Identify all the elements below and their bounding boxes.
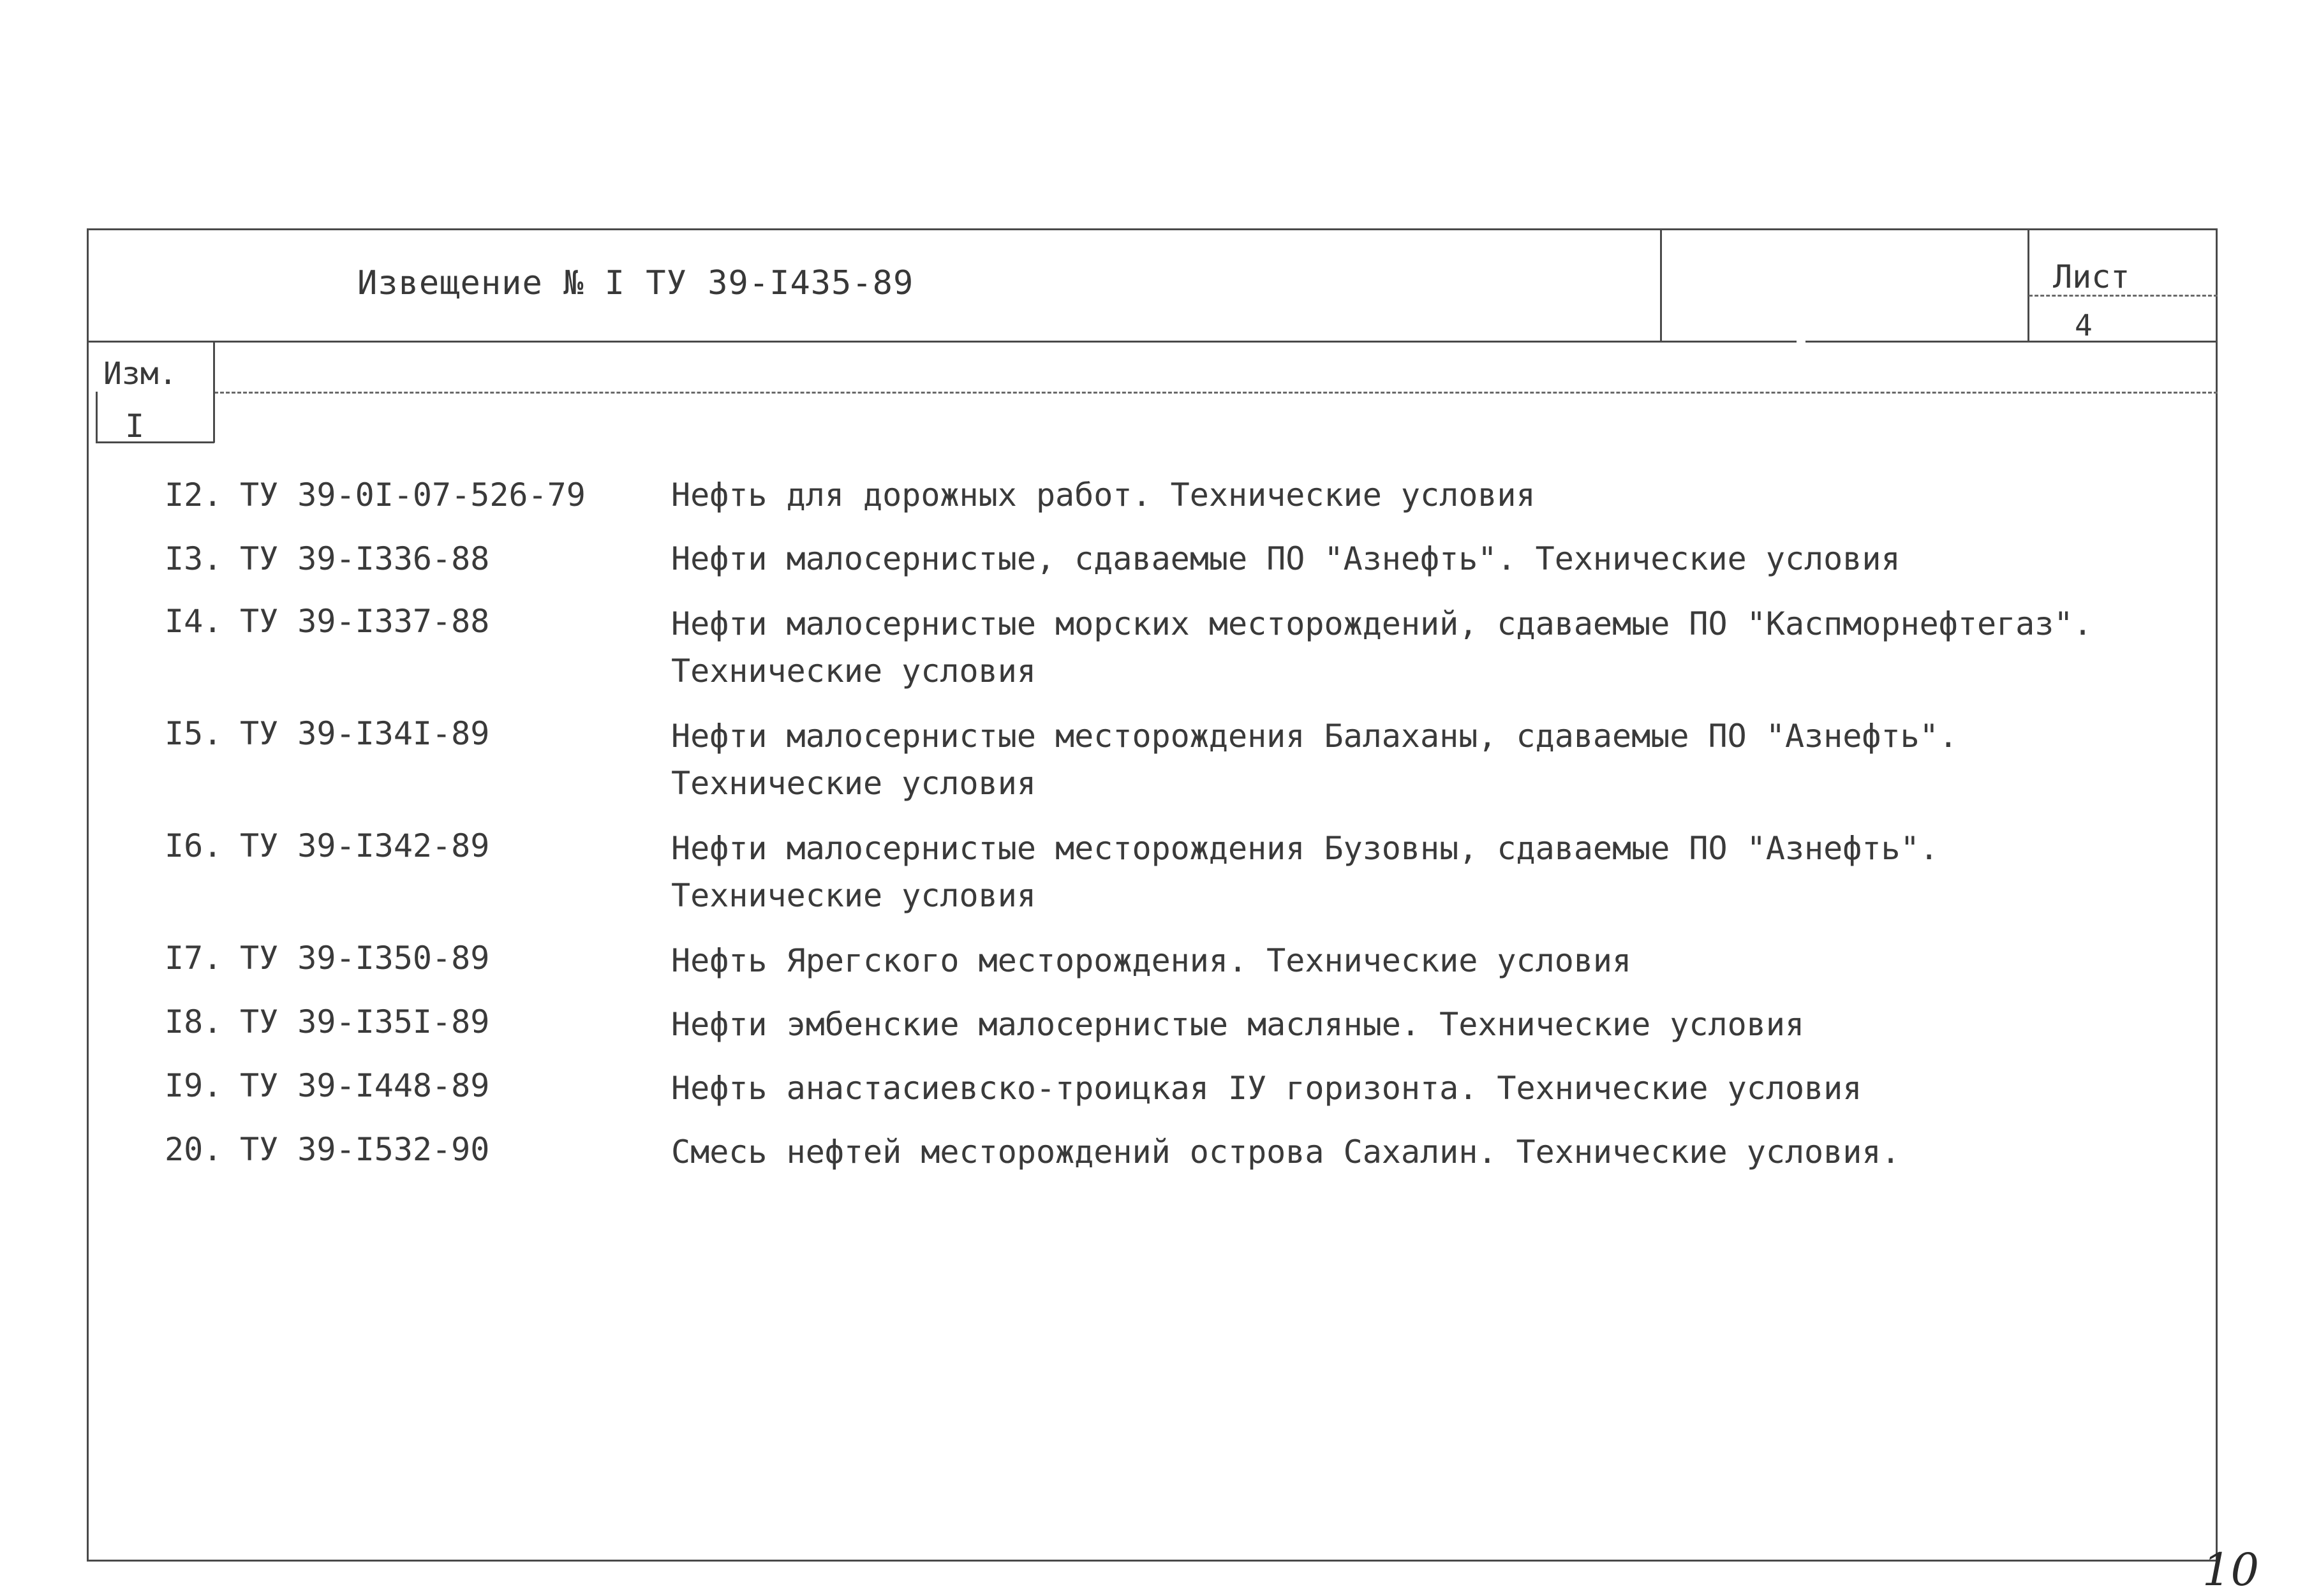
notice-title: Извещение № I ТУ 39-I435-89 [357,264,914,302]
item-title-continued: Технические условия [671,877,1036,914]
item-title-continued: Технические условия [671,653,1036,690]
item-number: 20. [165,1131,223,1168]
sheet-label: Лист [2053,258,2130,295]
item-title: Нефти малосернистые месторождения Бузовны, сдаваемые ПО "Азнефть". [671,830,1939,867]
item-code: ТУ 39-I448-89 [240,1067,490,1104]
item-number: I2. [165,477,223,514]
item-number: I4. [165,603,223,640]
item-number: I5. [165,715,223,752]
item-code: ТУ 39-I337-88 [240,603,490,640]
item-number: I3. [165,540,223,577]
item-title: Нефти малосернистые, сдаваемые ПО "Азнефть". Технические условия [671,540,1901,577]
item-title: Смесь нефтей месторождений острова Сахалин. Технические условия. [671,1134,1901,1171]
item-number: I7. [165,940,223,977]
revision-label: Изм. [103,356,177,392]
item-code: ТУ 39-I35I-89 [240,1003,490,1040]
item-title: Нефть Ярегского месторождения. Технические условия [671,942,1632,979]
item-code: ТУ 39-0I-07-526-79 [240,477,586,514]
item-title: Нефть для дорожных работ. Технические условия [671,477,1536,514]
item-code: ТУ 39-I532-90 [240,1131,490,1168]
item-number: I6. [165,827,223,864]
item-number: I9. [165,1067,223,1104]
sheet-number: 4 [2075,308,2093,343]
item-title: Нефти эмбенские малосернистые масляные. Технические условия [671,1006,1805,1043]
item-title-continued: Технические условия [671,765,1036,802]
handwritten-page-number: 10 [2202,1544,2260,1596]
item-title: Нефти малосернистые морских месторождений, сдаваемые ПО "Каспморнефтегаз". [671,605,2093,642]
item-code: ТУ 39-I342-89 [240,827,490,864]
item-number: I8. [165,1003,223,1040]
item-title: Нефти малосернистые месторождения Балаханы, сдаваемые ПО "Азнефть". [671,718,1958,755]
item-code: ТУ 39-I336-88 [240,540,490,577]
item-title: Нефть анастасиевско-троицкая IУ горизонта. Технические условия [671,1070,1862,1107]
revision-value: I [125,408,145,445]
item-code: ТУ 39-I350-89 [240,940,490,977]
item-code: ТУ 39-I34I-89 [240,715,490,752]
